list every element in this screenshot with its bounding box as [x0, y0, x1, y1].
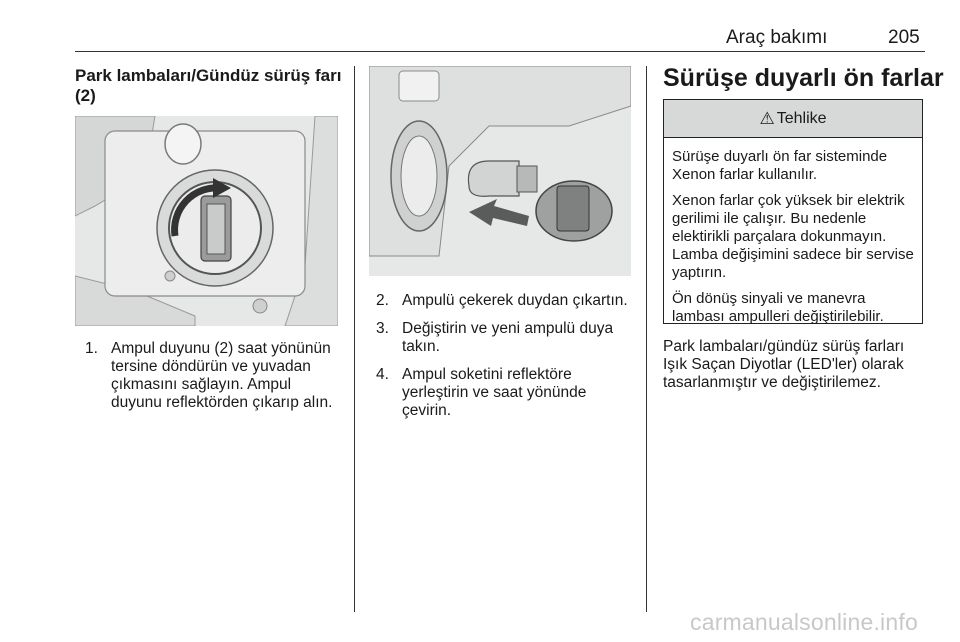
step-number: 3. — [376, 320, 389, 337]
header-title: Araç bakımı — [726, 27, 828, 48]
list-item — [85, 340, 340, 412]
step-number: 1. — [85, 340, 98, 357]
column-divider — [354, 66, 355, 612]
list-item — [376, 366, 638, 420]
list-item — [376, 320, 638, 356]
section-heading: Park lambaları/Gündüz sürüş farı (2) — [75, 66, 342, 105]
danger-paragraph: Ön dönüş sinyali ve manevra lambası ampulleri değiştirilebilir. — [672, 290, 884, 325]
step-text: Ampulü çekerek duydan çıkartın. — [402, 292, 628, 309]
bulb-removal-drawing — [369, 66, 631, 276]
danger-paragraph: Sürüşe duyarlı ön far sisteminde Xenon farlar kullanılır. — [672, 148, 888, 183]
page-number: 205 — [888, 27, 920, 48]
step-number: 2. — [376, 292, 389, 309]
instruction-list — [376, 292, 638, 430]
danger-title: Tehlike — [776, 109, 827, 127]
danger-header — [664, 100, 922, 138]
bulb-holder-drawing — [75, 116, 338, 326]
step-text: Değiştirin ve yeni ampulü duya takın. — [402, 320, 614, 355]
section-heading: Sürüşe duyarlı ön farlar — [663, 64, 944, 92]
watermark: carmanualsonline.info — [690, 609, 918, 635]
danger-body — [664, 138, 922, 326]
bulb-removal-illustration — [369, 66, 631, 276]
column-divider — [646, 66, 647, 612]
header-rule — [75, 51, 925, 52]
body-paragraph: Park lambaları/gündüz sürüş farları Işık Saçan Diyotlar (LED'ler) olarak tasarlanmıştır ve değiştirilemez. — [663, 338, 905, 391]
warning-triangle-icon: ⚠ — [759, 108, 775, 128]
danger-paragraph: Xenon farlar çok yüksek bir elektrik gerilimi ile çalışır. Bu nedenle elektirikli parçalara dokunmayın. Lamba değişimini sadece bir servise yaptırın. — [672, 192, 914, 281]
list-item — [376, 292, 638, 310]
bulb-holder-illustration — [75, 116, 338, 326]
danger-notice — [663, 99, 923, 324]
step-text: Ampul duyunu (2) saat yönünün tersine döndürün ve yuvadan çıkmasını sağlayın. Ampul duyunu reflektörden çıkarıp alın. — [111, 340, 333, 411]
instruction-list — [85, 340, 340, 422]
step-text: Ampul soketini reflektöre yerleştirin ve saat yönünde çevirin. — [402, 366, 587, 419]
step-number: 4. — [376, 366, 389, 383]
